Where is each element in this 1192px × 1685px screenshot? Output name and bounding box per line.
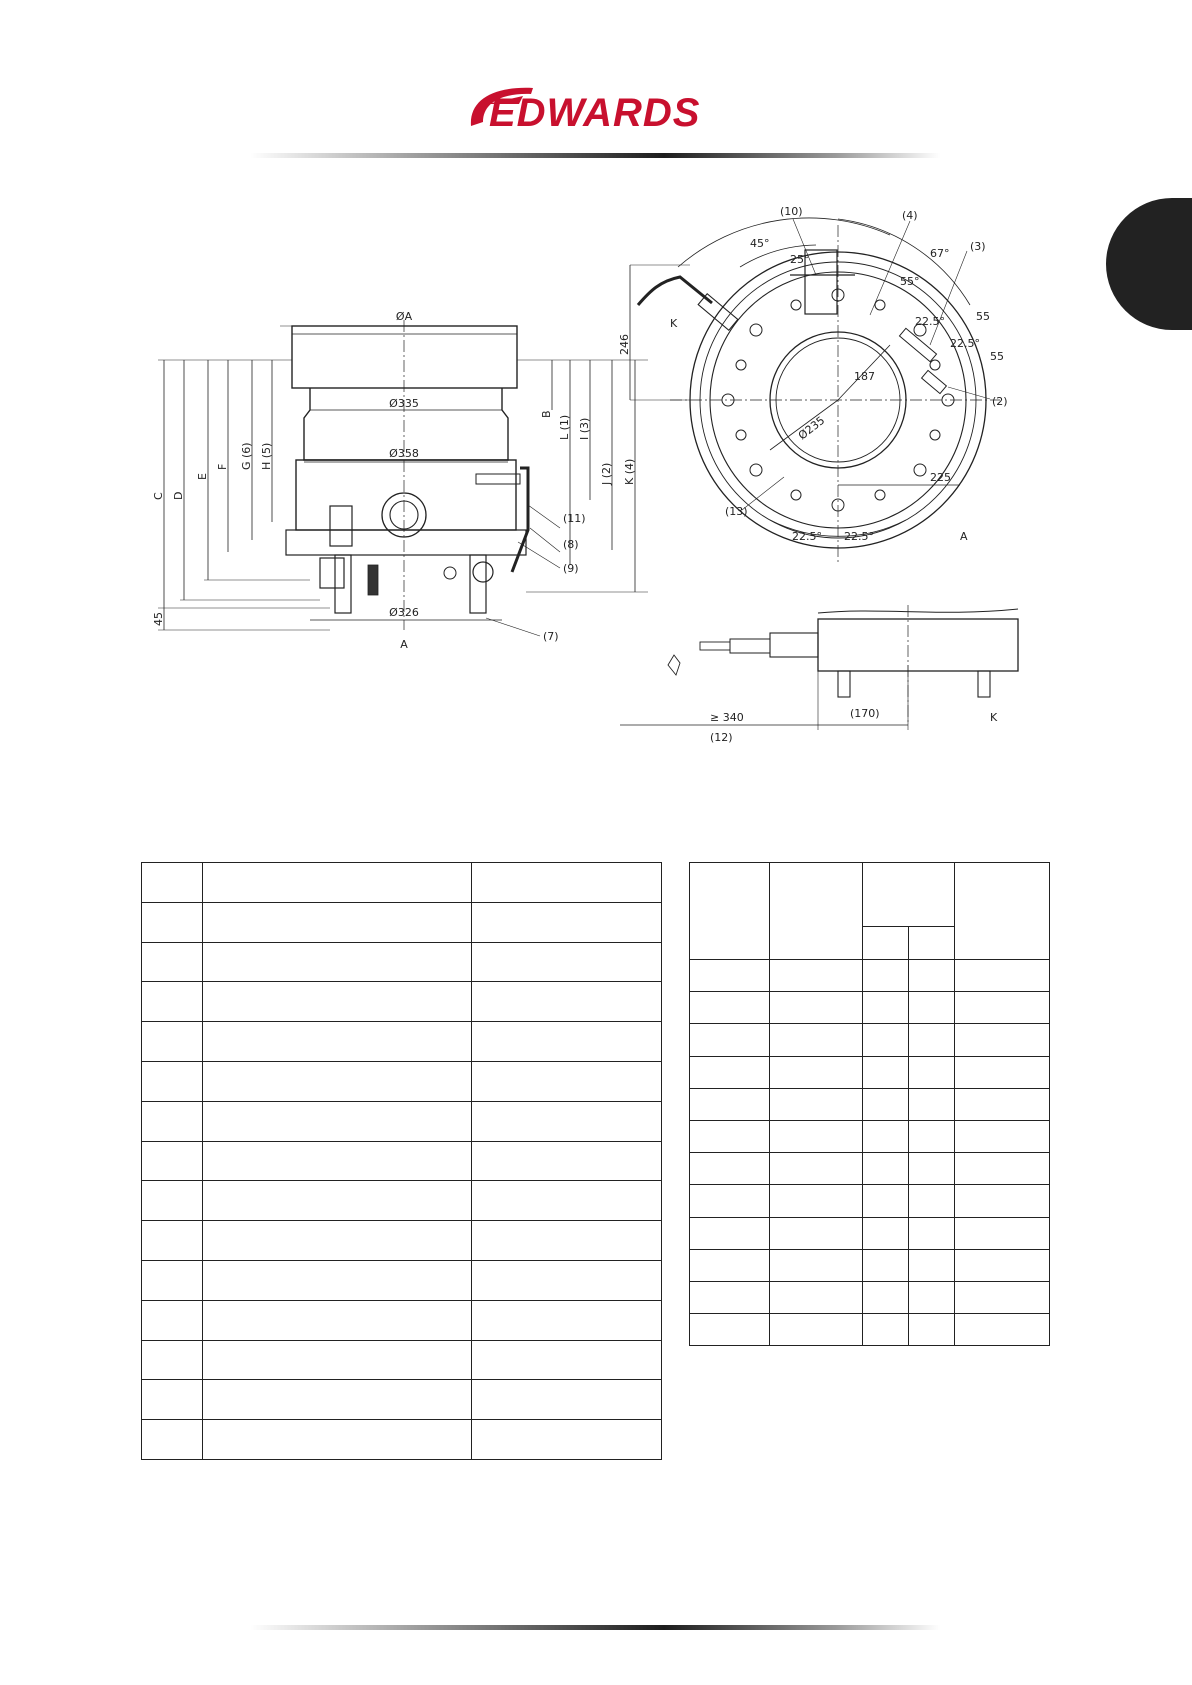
header-cell bbox=[955, 863, 1050, 960]
table-cell bbox=[955, 1088, 1050, 1120]
angle-45: 45° bbox=[750, 237, 770, 250]
header-rule bbox=[250, 153, 940, 158]
table-cell bbox=[769, 1153, 862, 1185]
table-cell bbox=[690, 1088, 770, 1120]
table-cell bbox=[142, 863, 203, 903]
logo-text: EDWARDS bbox=[489, 91, 701, 135]
dim-45: 45 bbox=[152, 612, 165, 626]
table-row bbox=[690, 992, 1050, 1024]
dim-j: J (2) bbox=[600, 462, 613, 485]
table-cell bbox=[862, 992, 909, 1024]
table-cell bbox=[472, 1380, 662, 1420]
table-cell bbox=[690, 1185, 770, 1217]
table-cell bbox=[862, 1281, 909, 1313]
header-cell bbox=[769, 863, 862, 960]
dim-h: H (5) bbox=[260, 442, 273, 470]
table-cell bbox=[202, 1101, 471, 1141]
callout-11: (11) bbox=[563, 512, 586, 525]
view-k-arrow: K bbox=[670, 317, 678, 330]
header-cell bbox=[862, 926, 909, 959]
table-cell bbox=[862, 1153, 909, 1185]
arrow-a-label: A bbox=[400, 638, 408, 651]
dimensions-table bbox=[141, 862, 662, 1460]
table-cell bbox=[202, 1260, 471, 1300]
table-cell bbox=[202, 1022, 471, 1062]
table-cell bbox=[909, 1185, 955, 1217]
table-cell bbox=[690, 960, 770, 992]
table-cell bbox=[690, 1281, 770, 1313]
table-row bbox=[142, 902, 662, 942]
table-cell bbox=[909, 1024, 955, 1056]
callout-13: (13) bbox=[725, 505, 748, 518]
table-row bbox=[690, 1024, 1050, 1056]
table-cell bbox=[472, 1221, 662, 1261]
dim-dia-358: Ø358 bbox=[389, 447, 419, 460]
edwards-logo bbox=[465, 82, 725, 134]
dim-b: B bbox=[540, 410, 553, 418]
table-row bbox=[690, 960, 1050, 992]
table-cell bbox=[690, 1056, 770, 1088]
table-row bbox=[690, 1314, 1050, 1346]
table-cell bbox=[769, 992, 862, 1024]
dim-dia-335: Ø335 bbox=[389, 397, 419, 410]
dim-340: ≥ 340 bbox=[710, 711, 744, 724]
table-cell bbox=[472, 1420, 662, 1460]
table-row bbox=[142, 1141, 662, 1181]
dim-170: (170) bbox=[850, 707, 880, 720]
table-cell bbox=[690, 1120, 770, 1152]
table-cell bbox=[862, 960, 909, 992]
table-cell bbox=[142, 1141, 203, 1181]
table-cell bbox=[472, 1300, 662, 1340]
table-cell bbox=[202, 942, 471, 982]
table-cell bbox=[472, 1141, 662, 1181]
table-cell bbox=[142, 1022, 203, 1062]
table-row bbox=[690, 1088, 1050, 1120]
view-a-label: A bbox=[960, 530, 968, 543]
footer-rule bbox=[250, 1625, 940, 1630]
header-cell bbox=[862, 863, 955, 927]
table-row bbox=[690, 1281, 1050, 1313]
table-cell bbox=[955, 960, 1050, 992]
section-tab bbox=[1106, 198, 1192, 330]
table-cell bbox=[909, 1120, 955, 1152]
dim-246: 246 bbox=[618, 334, 631, 355]
table-row bbox=[142, 1380, 662, 1420]
callout-10: (10) bbox=[780, 205, 803, 218]
table-cell bbox=[202, 863, 471, 903]
table-row bbox=[142, 1300, 662, 1340]
table-cell bbox=[142, 942, 203, 982]
table-cell bbox=[142, 1380, 203, 1420]
table-row bbox=[142, 982, 662, 1022]
table-cell bbox=[690, 1217, 770, 1249]
detail-view-k bbox=[660, 595, 1040, 745]
dim-dia-326: Ø326 bbox=[389, 606, 419, 619]
table-cell bbox=[690, 1249, 770, 1281]
table-row bbox=[142, 1101, 662, 1141]
table-cell bbox=[472, 1340, 662, 1380]
table-cell bbox=[955, 1185, 1050, 1217]
table-cell bbox=[909, 1056, 955, 1088]
table-cell bbox=[769, 1056, 862, 1088]
dim-225: 225 bbox=[930, 471, 951, 484]
table-cell bbox=[142, 1420, 203, 1460]
connections-table bbox=[689, 862, 1050, 1346]
table-cell bbox=[472, 942, 662, 982]
table-cell bbox=[862, 1314, 909, 1346]
table-cell bbox=[202, 1181, 471, 1221]
dim-55-a: 55 bbox=[976, 310, 990, 323]
table-cell bbox=[769, 1024, 862, 1056]
table-cell bbox=[909, 992, 955, 1024]
table-cell bbox=[955, 992, 1050, 1024]
table-row bbox=[690, 1056, 1050, 1088]
angle-22-5-b: 22.5° bbox=[950, 337, 980, 350]
table-cell bbox=[472, 863, 662, 903]
dim-187: 187 bbox=[854, 370, 875, 383]
callout-9: (9) bbox=[563, 562, 579, 575]
table-row bbox=[142, 1022, 662, 1062]
side-elevation-drawing bbox=[150, 300, 650, 660]
table-header-row bbox=[690, 863, 1050, 927]
table-cell bbox=[955, 1249, 1050, 1281]
table-row bbox=[690, 1153, 1050, 1185]
angle-55: 55° bbox=[900, 275, 920, 288]
table-cell bbox=[142, 1340, 203, 1380]
table-cell bbox=[202, 1300, 471, 1340]
table-cell bbox=[202, 982, 471, 1022]
table-cell bbox=[862, 1217, 909, 1249]
dim-d: D bbox=[172, 491, 185, 500]
table-cell bbox=[769, 1120, 862, 1152]
header-cell bbox=[690, 863, 770, 960]
table-row bbox=[690, 1185, 1050, 1217]
callout-3: (3) bbox=[970, 240, 986, 253]
table-cell bbox=[769, 1249, 862, 1281]
table-cell bbox=[862, 1024, 909, 1056]
table-cell bbox=[202, 1340, 471, 1380]
table-cell bbox=[862, 1056, 909, 1088]
table-cell bbox=[690, 992, 770, 1024]
table-cell bbox=[862, 1120, 909, 1152]
table-cell bbox=[142, 1181, 203, 1221]
dim-e: E bbox=[196, 473, 209, 480]
angle-67: 67° bbox=[930, 247, 950, 260]
table-cell bbox=[202, 1221, 471, 1261]
angle-22-5-c: 22.5° bbox=[792, 530, 822, 543]
table-row bbox=[142, 1260, 662, 1300]
table-cell bbox=[472, 1260, 662, 1300]
angle-22-5-a: 22.5° bbox=[915, 315, 945, 328]
table-cell bbox=[955, 1056, 1050, 1088]
table-cell bbox=[472, 982, 662, 1022]
table-row bbox=[690, 1217, 1050, 1249]
callout-7: (7) bbox=[543, 630, 559, 643]
table-cell bbox=[202, 902, 471, 942]
table-cell bbox=[142, 902, 203, 942]
callout-8: (8) bbox=[563, 538, 579, 551]
table-row bbox=[142, 942, 662, 982]
table-cell bbox=[472, 1181, 662, 1221]
dim-c: C bbox=[152, 492, 165, 500]
table-cell bbox=[769, 1314, 862, 1346]
header-cell bbox=[909, 926, 955, 959]
dim-dia-a: ØA bbox=[395, 310, 413, 323]
table-cell bbox=[909, 1314, 955, 1346]
table-row bbox=[690, 1249, 1050, 1281]
table-cell bbox=[862, 1088, 909, 1120]
table-row bbox=[142, 1181, 662, 1221]
table-cell bbox=[690, 1153, 770, 1185]
table-cell bbox=[909, 1249, 955, 1281]
table-row bbox=[142, 1061, 662, 1101]
dim-g: G (6) bbox=[240, 442, 253, 470]
table-cell bbox=[202, 1141, 471, 1181]
table-cell bbox=[142, 1061, 203, 1101]
angle-22-5-d: 22.5° bbox=[844, 530, 874, 543]
table-cell bbox=[472, 1061, 662, 1101]
table-cell bbox=[955, 1120, 1050, 1152]
callout-12: (12) bbox=[710, 731, 733, 744]
table-cell bbox=[955, 1024, 1050, 1056]
table-cell bbox=[862, 1185, 909, 1217]
table-row bbox=[142, 863, 662, 903]
table-cell bbox=[690, 1024, 770, 1056]
callout-2: (2) bbox=[992, 395, 1008, 408]
table-cell bbox=[769, 1217, 862, 1249]
table-cell bbox=[909, 1153, 955, 1185]
table-cell bbox=[142, 1260, 203, 1300]
table-cell bbox=[142, 982, 203, 1022]
table-cell bbox=[202, 1380, 471, 1420]
table-cell bbox=[142, 1221, 203, 1261]
callout-4: (4) bbox=[902, 209, 918, 222]
table-cell bbox=[142, 1300, 203, 1340]
dim-dia-235: Ø235 bbox=[795, 413, 828, 443]
table-cell bbox=[769, 960, 862, 992]
dim-l: L (1) bbox=[558, 414, 571, 440]
dim-i: I (3) bbox=[578, 417, 591, 440]
table-cell bbox=[909, 1281, 955, 1313]
view-k-label: K bbox=[990, 711, 998, 724]
table-cell bbox=[472, 1022, 662, 1062]
dim-f: F bbox=[216, 463, 229, 470]
table-cell bbox=[769, 1088, 862, 1120]
table-cell bbox=[202, 1420, 471, 1460]
table-row bbox=[142, 1340, 662, 1380]
table-cell bbox=[862, 1249, 909, 1281]
table-row bbox=[142, 1420, 662, 1460]
dim-55-b: 55 bbox=[990, 350, 1004, 363]
table-row bbox=[690, 1120, 1050, 1152]
table-row bbox=[142, 1221, 662, 1261]
table-cell bbox=[909, 1088, 955, 1120]
table-cell bbox=[769, 1185, 862, 1217]
angle-25: 25° bbox=[790, 253, 810, 266]
table-cell bbox=[472, 1101, 662, 1141]
table-cell bbox=[472, 902, 662, 942]
table-cell bbox=[909, 1217, 955, 1249]
table-cell bbox=[142, 1101, 203, 1141]
table-cell bbox=[909, 960, 955, 992]
dim-k: K (4) bbox=[623, 458, 636, 485]
table-cell bbox=[955, 1281, 1050, 1313]
table-cell bbox=[955, 1153, 1050, 1185]
table-cell bbox=[955, 1314, 1050, 1346]
table-cell bbox=[202, 1061, 471, 1101]
table-cell bbox=[690, 1314, 770, 1346]
table-cell bbox=[769, 1281, 862, 1313]
table-cell bbox=[955, 1217, 1050, 1249]
